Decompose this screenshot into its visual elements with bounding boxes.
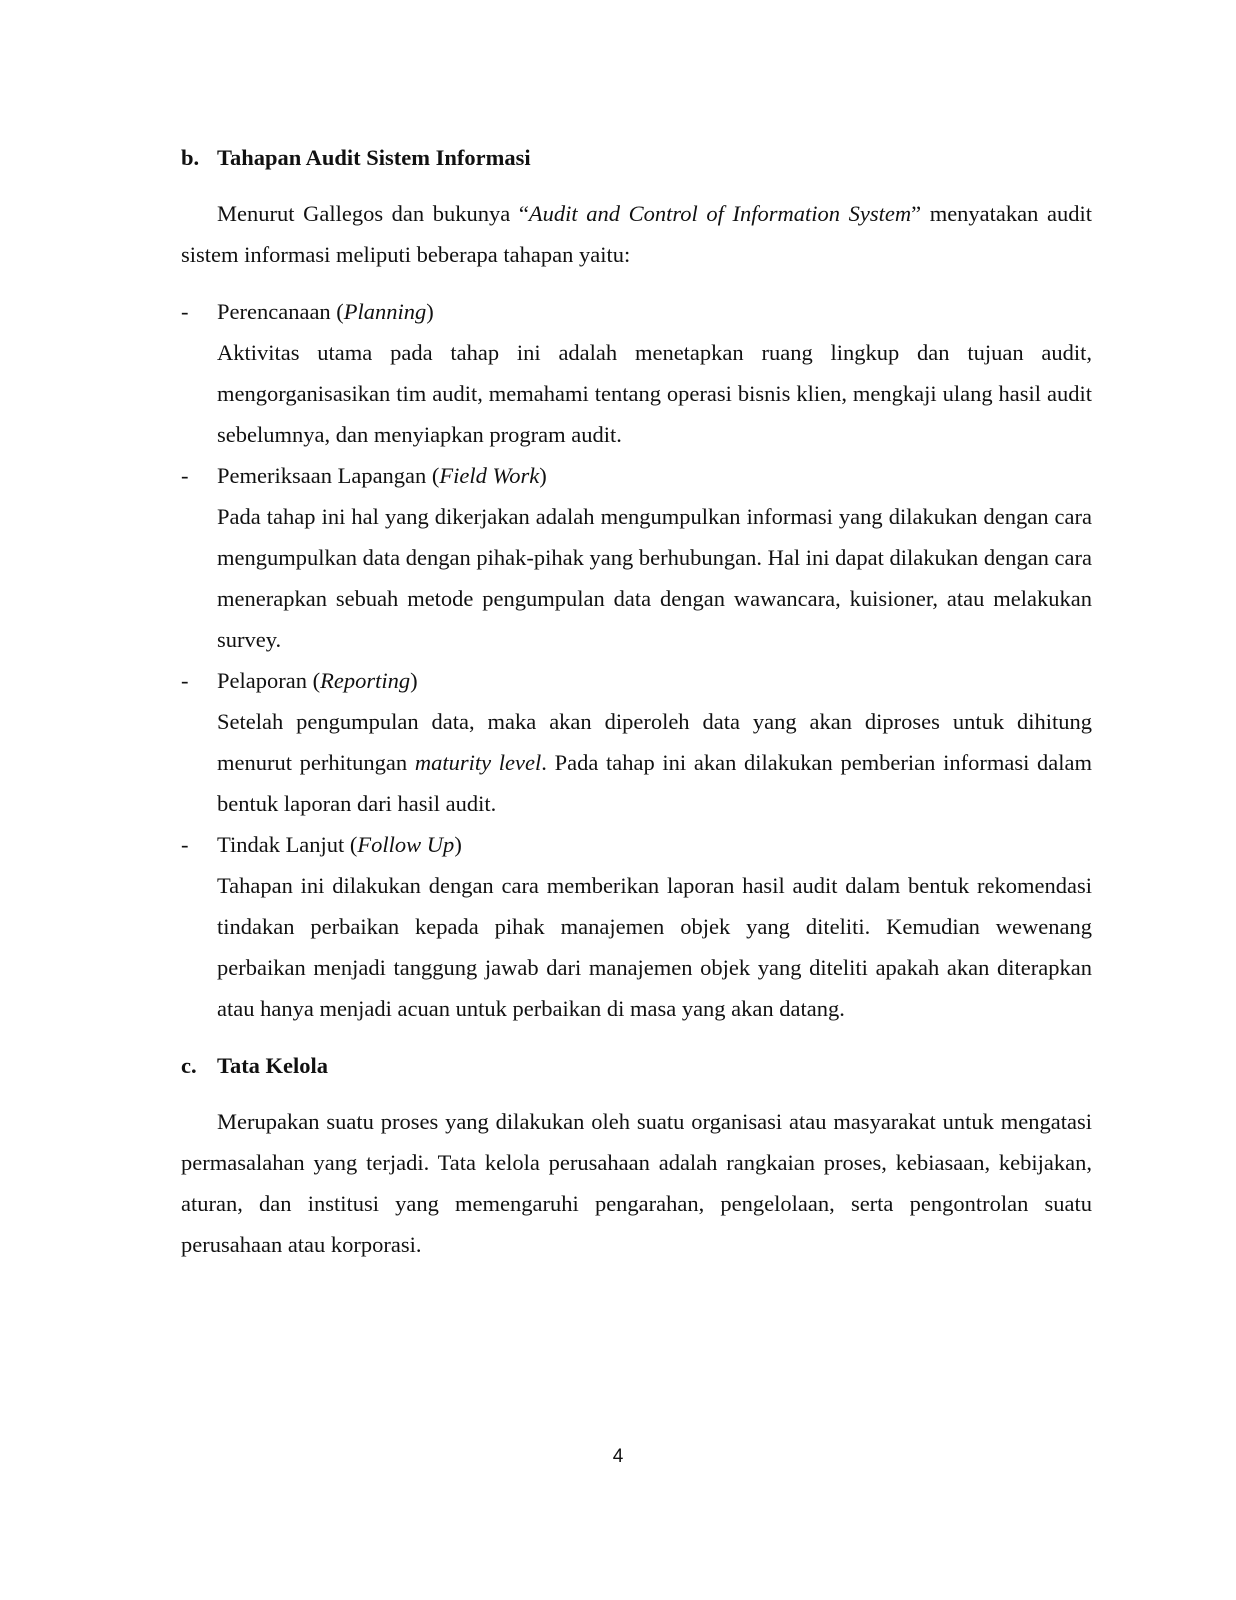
list-dash: - (181, 668, 189, 693)
stage-fieldwork-body (217, 496, 1092, 660)
intro-text-end: ” menyatakan audit sistem informasi meliputi beberapa tahapan yaitu: (181, 201, 1092, 267)
section-b-heading (181, 143, 531, 173)
section-b-intro (181, 193, 1092, 275)
list-dash: - (181, 832, 189, 857)
stage-reporting-title (181, 660, 418, 701)
body-text-end: . Pada tahap ini akan dilakukan pemberian informasi dalam bentuk laporan dari hasil audit. (217, 750, 1092, 816)
stage-body-text: Pada tahap ini hal yang dikerjakan adalah mengumpulkan informasi yang dilakukan dengan cara mengumpulkan data dengan pihak-pihak yang berhubungan. Hal ini dapat dilakukan dengan cara menerapkan sebuah metode pengumpulan data dengan wawancara, kuisioner, atau melakukan survey. (217, 504, 1092, 652)
stage-title-italic: Field Work (439, 463, 540, 488)
stage-followup-body (217, 865, 1092, 1029)
stage-body-text: Aktivitas utama pada tahap ini adalah menetapkan ruang lingkup dan tujuan audit, mengorganisasikan tim audit, memahami tentang operasi bisnis klien, mengkaji ulang hasil audit sebelumnya, dan menyiapkan program audit. (217, 340, 1092, 447)
stage-fieldwork-title (181, 455, 547, 496)
stage-title-end: ) (539, 463, 547, 488)
stage-title-end: ) (426, 299, 434, 324)
stage-followup-title (181, 824, 462, 865)
stage-planning-body (217, 332, 1092, 455)
stage-planning-title (181, 291, 434, 332)
intro-text-start: Menurut Gallegos dan bukunya “ (217, 201, 529, 226)
stage-title-text: Pelaporan ( (217, 668, 321, 693)
section-c-paragraph: Merupakan suatu proses yang dilakukan oleh suatu organisasi atau masyarakat untuk mengatasi permasalahan yang terjadi. Tata kelola perusahaan adalah rangkaian proses, kebiasaan, kebijakan, aturan, dan institusi yang memengaruhi pengarahan, pengelolaan, serta pengontrolan suatu perusahaan atau korporasi. (181, 1109, 1092, 1257)
intro-paragraph (181, 193, 1092, 275)
section-b-letter: b. (181, 145, 200, 170)
section-c-heading (181, 1051, 328, 1081)
list-dash: - (181, 299, 189, 324)
stage-title-text: Tindak Lanjut ( (217, 832, 358, 857)
section-c-body (181, 1101, 1092, 1265)
section-c-letter: c. (181, 1053, 197, 1078)
stage-title-end: ) (454, 832, 462, 857)
stage-title-text: Perencanaan ( (217, 299, 344, 324)
body-text-start: Setelah pengumpulan data, maka akan diperoleh data yang akan diproses untuk dihitung menurut perhitungan (217, 709, 1092, 775)
stage-title-italic: Follow Up (357, 832, 455, 857)
stage-body-text: Tahapan ini dilakukan dengan cara memberikan laporan hasil audit dalam bentuk rekomendasi tindakan perbaikan kepada pihak manajemen objek yang diteliti. Kemudian wewenang perbaikan menjadi tanggung jawab dari manajemen objek yang diteliti apakah akan diterapkan atau hanya menjadi acuan untuk perbaikan di masa yang akan datang. (217, 873, 1092, 1021)
list-dash: - (181, 463, 189, 488)
stage-reporting-body (217, 701, 1092, 824)
section-c-title: Tata Kelola (217, 1053, 329, 1078)
stage-title-italic: Planning (343, 299, 427, 324)
section-b-title: Tahapan Audit Sistem Informasi (217, 145, 531, 170)
page-number: 4 (612, 1446, 624, 1467)
stage-title-end: ) (410, 668, 418, 693)
body-italic-term: maturity level (414, 750, 542, 775)
stage-body-text (217, 701, 1092, 824)
stage-title-italic: Reporting (320, 668, 411, 693)
stage-title-text: Pemeriksaan Lapangan ( (217, 463, 440, 488)
intro-book-title: Audit and Control of Information System (528, 201, 912, 226)
